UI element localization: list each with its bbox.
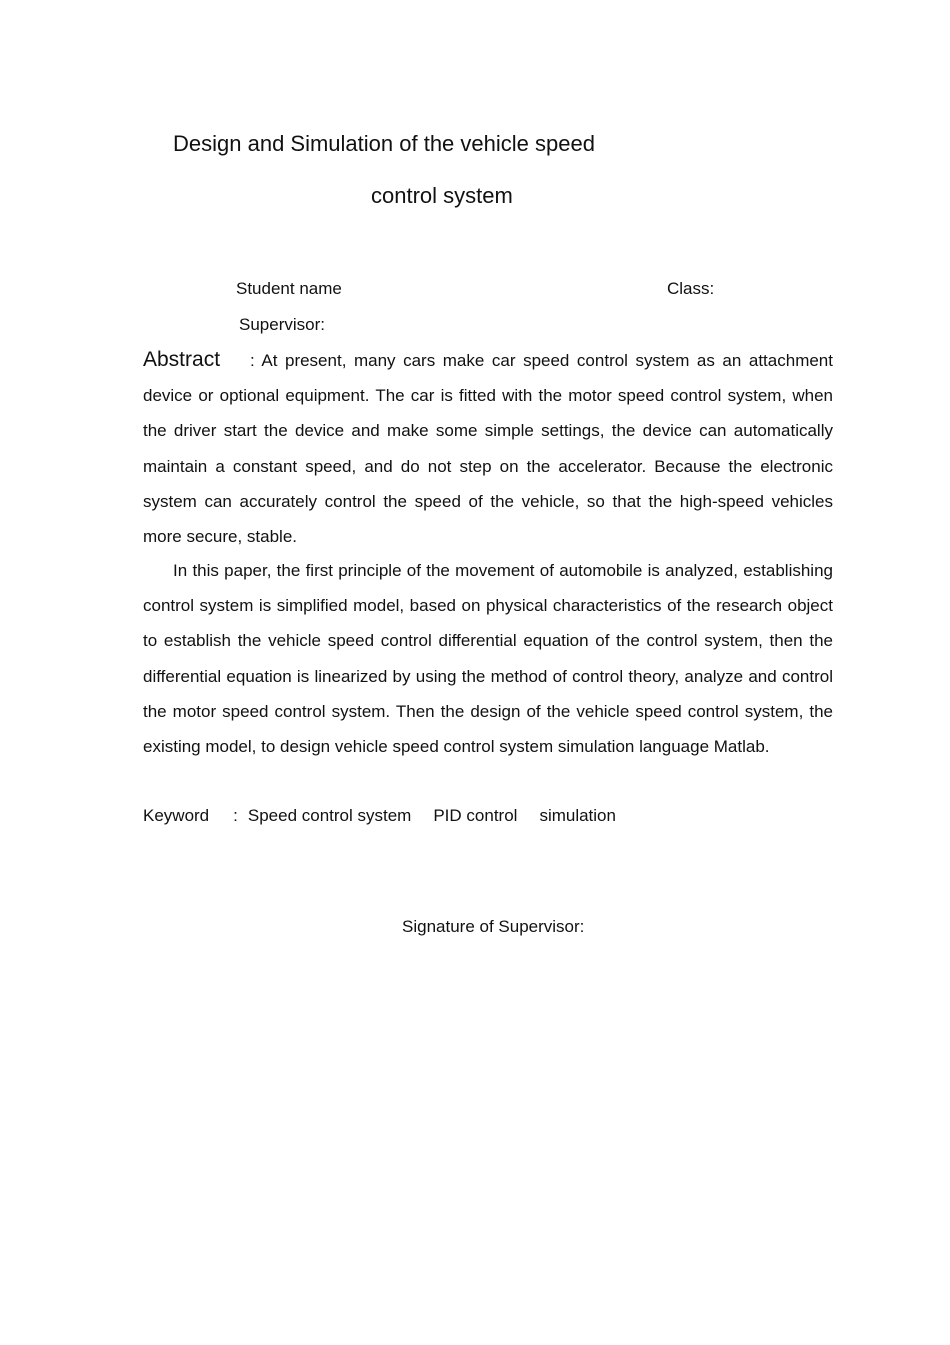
paragraph-text: In this paper, the first principle of the movement of automobile is analyzed, establishing control system is simplified model, based on physical characteristics of the research object to establish the vehicle speed control differential equation of the control system, then the differential equation is linearized by using the method of control theory, analyze and control the motor speed control system. Then the design of the vehicle speed control system, the existing model, to design vehicle speed control system simulation language Matlab.	[143, 561, 833, 757]
keyword-item: Speed control system	[247, 806, 412, 825]
keyword-label: Keyword	[143, 806, 210, 825]
abstract-label: Abstract	[143, 348, 221, 371]
abstract-paragraph	[143, 342, 833, 554]
supervisor-label: Supervisor:	[239, 315, 325, 334]
keyword-colon: :	[233, 806, 238, 825]
keywords-line	[143, 806, 638, 826]
class-label: Class:	[667, 279, 715, 298]
keyword-item: PID control	[433, 806, 518, 825]
abstract-section	[143, 342, 833, 554]
abstract-text: : At present, many cars make car speed control system as an attachment device or optional equipment. The car is fitted with the motor speed control system, when the driver start the device and make some simple settings, the device can automatically maintain a constant speed, and do not step on the accelerator. Because the electronic system can accurately control the speed of the vehicle, so that the high-speed vehicles more secure, stable.	[143, 351, 833, 547]
student-name-label: Student name	[236, 279, 342, 298]
title-line-2: control system	[371, 183, 513, 208]
keyword-item: simulation	[539, 806, 616, 825]
supervisor-signature-label: Signature of Supervisor:	[402, 917, 585, 936]
title-line-1: Design and Simulation of the vehicle speed	[173, 131, 595, 156]
body-paragraph-2	[143, 553, 833, 764]
